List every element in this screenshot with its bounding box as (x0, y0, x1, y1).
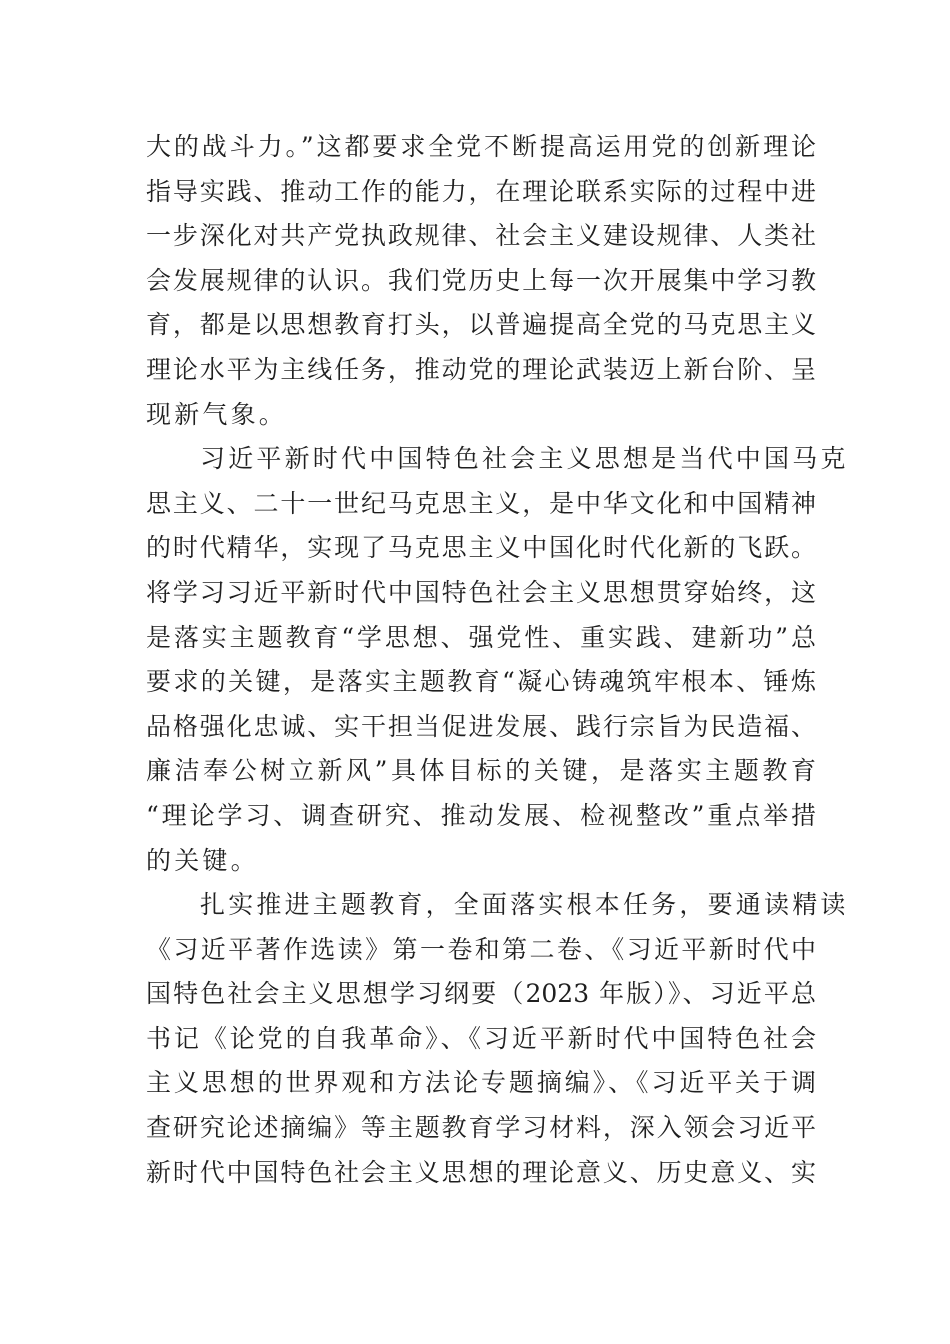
paragraph-2-line: 的关键。 (146, 845, 259, 875)
paragraph-1-line: 现新气象。 (146, 399, 288, 429)
paragraph-3-line: 主义思想的世界观和方法论专题摘编》、《习近平关于调 (146, 1068, 816, 1098)
paragraph-2-line: 习近平新时代中国特色社会主义思想是当代中国马克 (200, 444, 849, 474)
paragraph-2-line: “理论学习、调查研究、推动发展、检视整改”重点举措 (146, 800, 816, 830)
document-body (146, 125, 849, 1195)
paragraph-1-line: 会发展规律的认识。我们党历史上每一次开展集中学习教 (146, 265, 816, 295)
paragraph-2-line: 要求的关键，是落实主题教育“凝心铸魂筑牢根本、锤炼 (146, 667, 816, 697)
paragraph-3-line: 新时代中国特色社会主义思想的理论意义、历史意义、实 (146, 1157, 816, 1187)
paragraph-1-line: 理论水平为主线任务，推动党的理论武装迈上新台阶、呈 (146, 354, 816, 384)
paragraph-3-line: 书记《论党的自我革命》、《习近平新时代中国特色社会 (146, 1023, 816, 1053)
paragraph-2-line: 思主义、二十一世纪马克思主义，是中华文化和中国精神 (146, 488, 816, 518)
paragraph-2-line: 将学习习近平新时代中国特色社会主义思想贯穿始终，这 (146, 577, 816, 607)
paragraph-2-line: 的时代精华，实现了马克思主义中国化时代化新的飞跃。 (146, 533, 816, 563)
paragraph-2-line: 是落实主题教育“学思想、强党性、重实践、建新功”总 (146, 622, 816, 652)
paragraph-3-line: 《习近平著作选读》第一卷和第二卷、《习近平新时代中 (146, 934, 816, 964)
paragraph-3-line: 扎实推进主题教育，全面落实根本任务，要通读精读 (200, 890, 849, 920)
paragraph-1-line: 育，都是以思想教育打头，以普遍提高全党的马克思主义 (146, 310, 816, 340)
paragraph-2-line: 品格强化忠诚、实干担当促进发展、践行宗旨为民造福、 (146, 711, 816, 741)
paragraph-3-line: 国特色社会主义思想学习纲要（2023 年版）》、习近平总 (146, 979, 816, 1009)
paragraph-1-line: 指导实践、推动工作的能力，在理论联系实际的过程中进 (146, 176, 816, 206)
paragraph-1-line: 大的战斗力。”这都要求全党不断提高运用党的创新理论 (146, 132, 816, 161)
paragraph-2-line: 廉洁奉公树立新风”具体目标的关键，是落实主题教育 (146, 756, 816, 786)
paragraph-3-line: 查研究论述摘编》等主题教育学习材料，深入领会习近平 (146, 1113, 816, 1143)
paragraph-1-line: 一步深化对共产党执政规律、社会主义建设规律、人类社 (146, 221, 816, 251)
